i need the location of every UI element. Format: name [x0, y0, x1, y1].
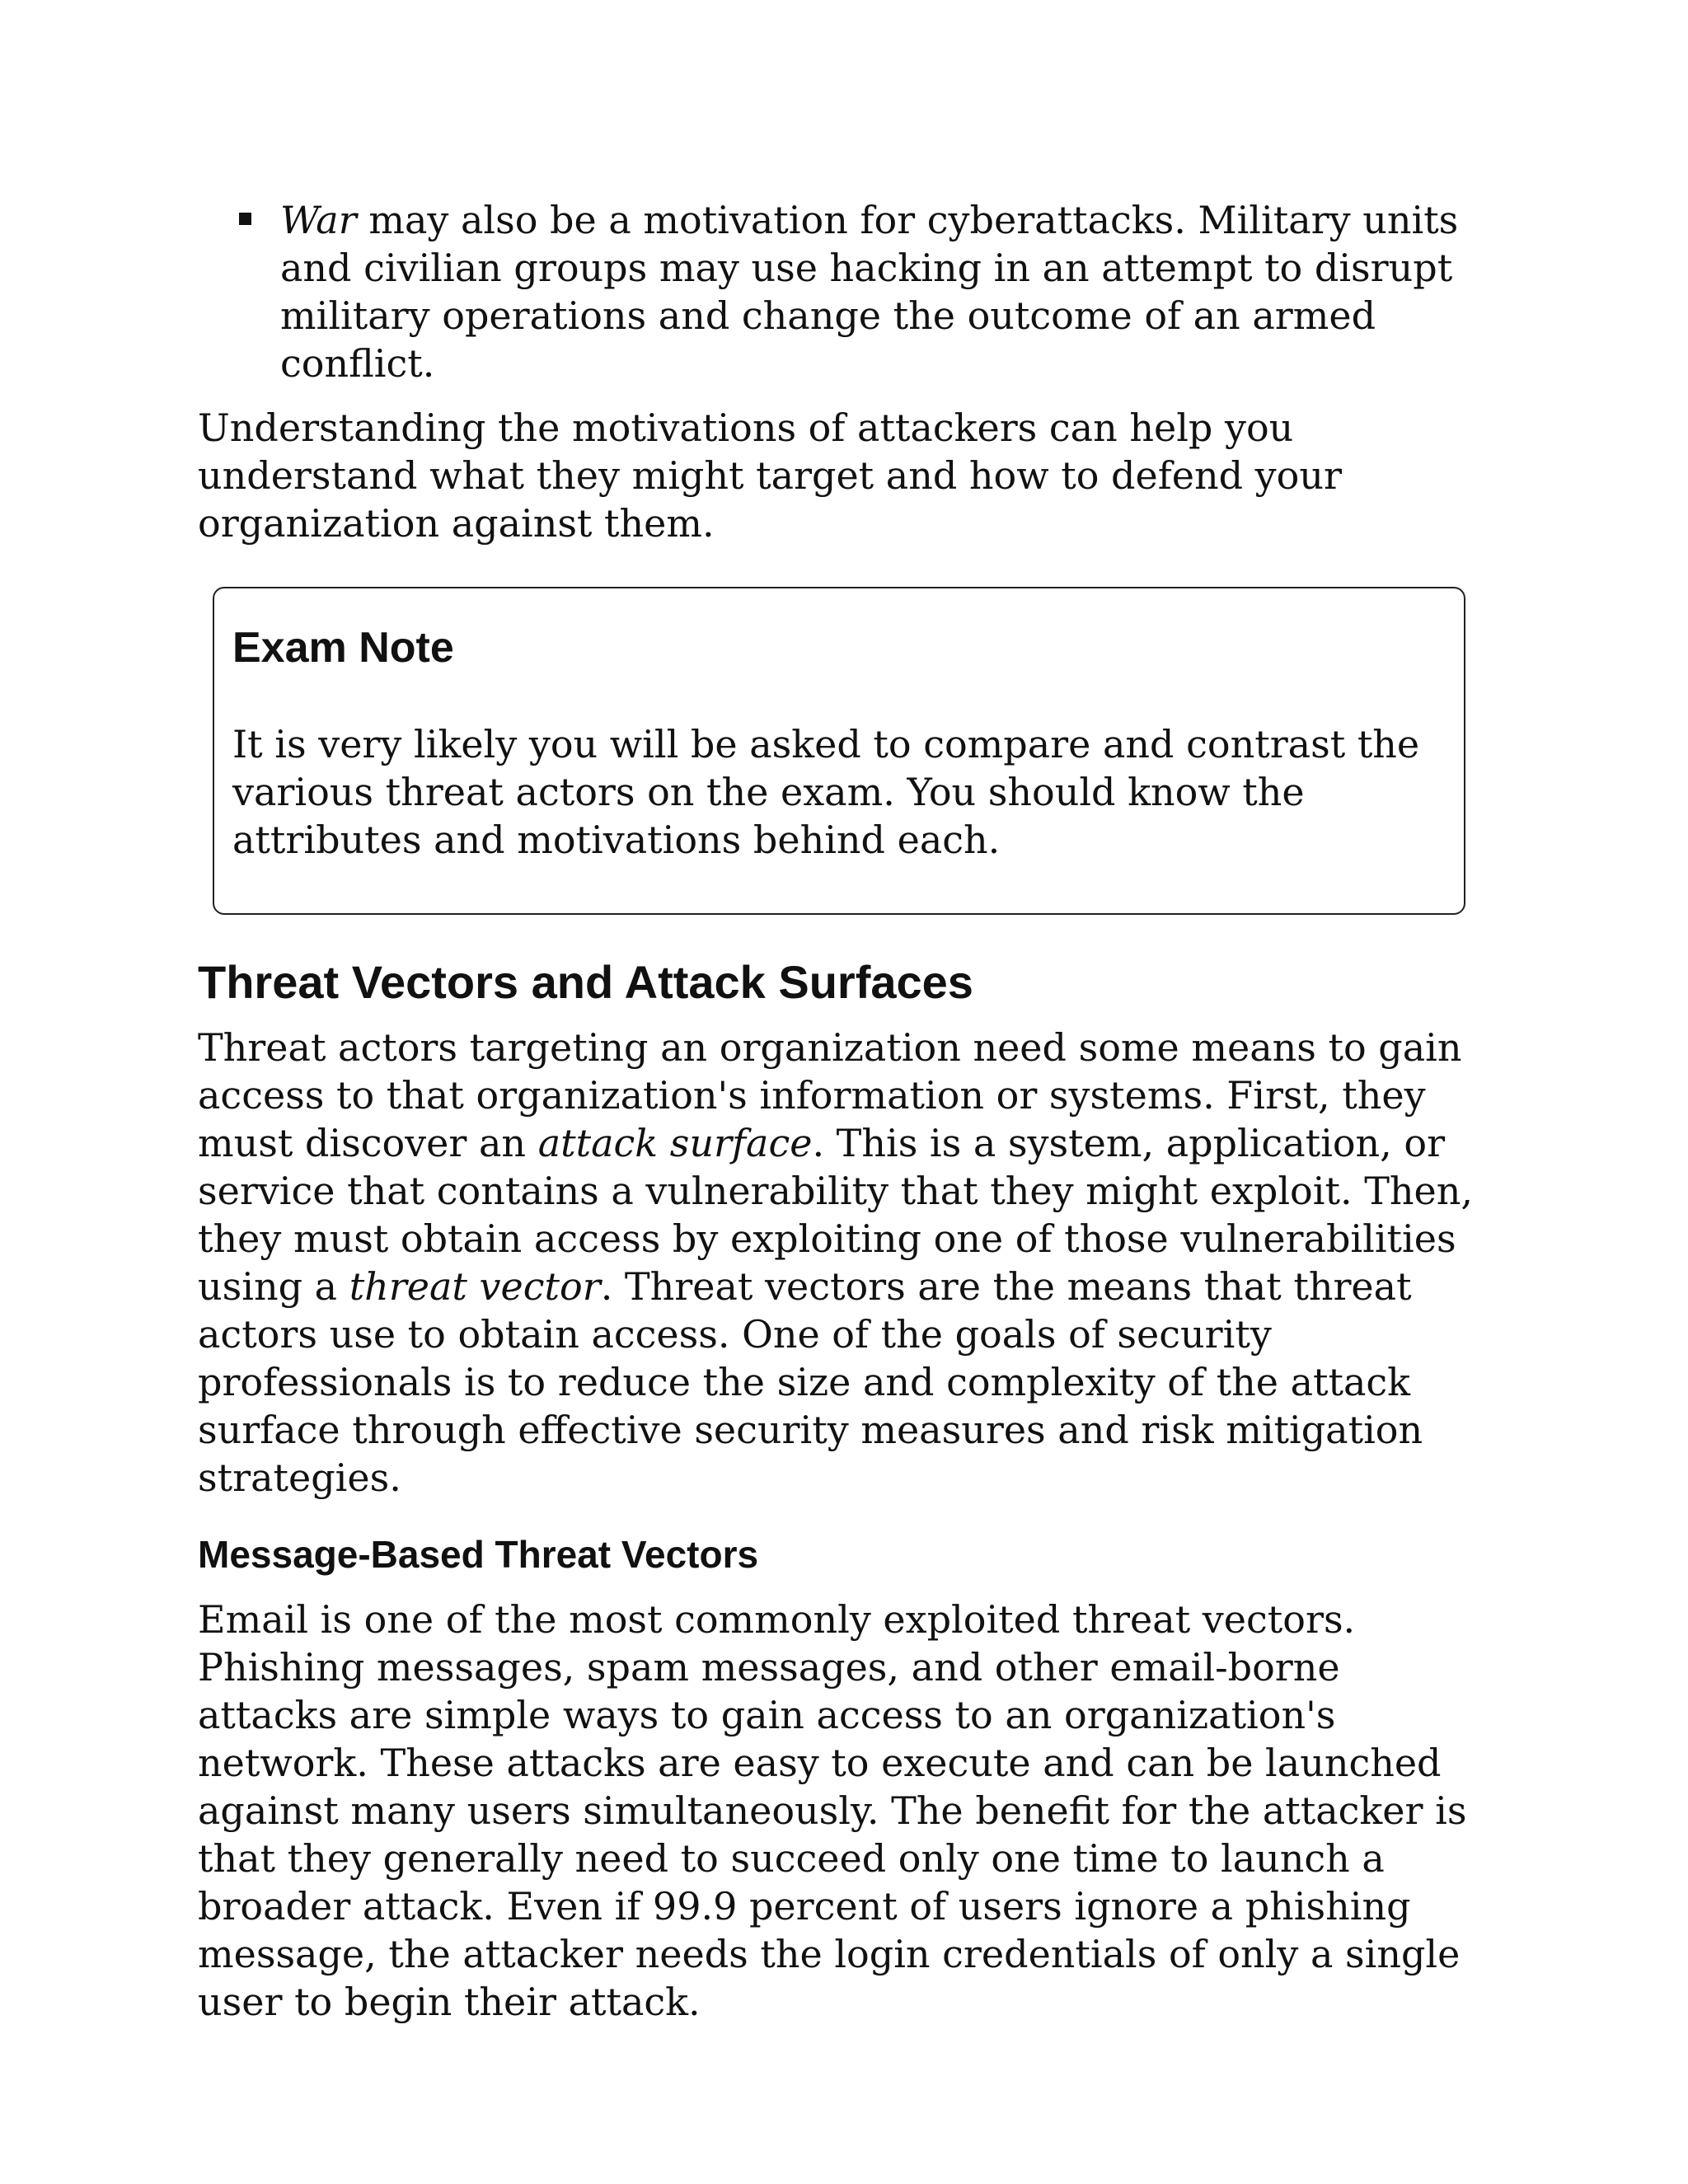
subsection-paragraph: Email is one of the most commonly exploited threat vectors. Phishing messages, spam messages, and other email-borne attacks are simple ways to gain access to an organization's network. These attacks are easy to execute and can be launched against many users simultaneously. The benefit for the attacker is that they generally need to succeed only one time to launch a broader attack. Even if 99.9 percent of users ignore a phishing message, the attacker needs the login credentials of only a single user to begin their attack.: [198, 1597, 1467, 2024]
bullet-text: may also be a motivation for cyberattacks. Military units and civilian groups may use hacking in an attempt to disrupt military operations and change the outcome of an armed conflict.: [280, 198, 1459, 386]
attack-surface-term: attack surface: [537, 1121, 813, 1165]
document-page: [198, 196, 1484, 2026]
section-paragraph: [198, 1024, 1484, 1502]
section-heading: Threat Vectors and Attack Surfaces: [198, 956, 973, 1008]
section-paragraph-part2: . This is a system, application, or service that contains a vulnerability that they might exploit. Then, they must obtain access by exploiting one of those vulnerabilities using a: [198, 1121, 1473, 1309]
square-bullet-icon: [239, 213, 251, 225]
bullet-italic-lead: War: [280, 198, 357, 242]
exam-note-box: [213, 587, 1465, 915]
exam-note-body: It is very likely you will be asked to compare and contrast the various threat actors on the exam. You should know the attributes and motivations behind each.: [232, 722, 1420, 862]
bullet-list: [198, 196, 1484, 387]
subsection-heading: Message-Based Threat Vectors: [198, 1533, 759, 1576]
list-item: [280, 196, 1484, 387]
section-paragraph-part3: . Threat vectors are the means that threat actors use to obtain access. One of the goals of security professionals is to reduce the size and complexity of the attack surface through effective security measures and risk mitigation strategies.: [198, 1264, 1423, 1500]
exam-note-title: Exam Note: [232, 624, 454, 672]
section-paragraph-part1: Threat actors targeting an organization need some means to gain access to that organization's information or systems. First, they must discover an: [198, 1025, 1462, 1165]
intro-paragraph: Understanding the motivations of attackers can help you understand what they might target and how to defend your organization against them.: [198, 405, 1342, 546]
threat-vector-term: threat vector: [349, 1264, 601, 1309]
